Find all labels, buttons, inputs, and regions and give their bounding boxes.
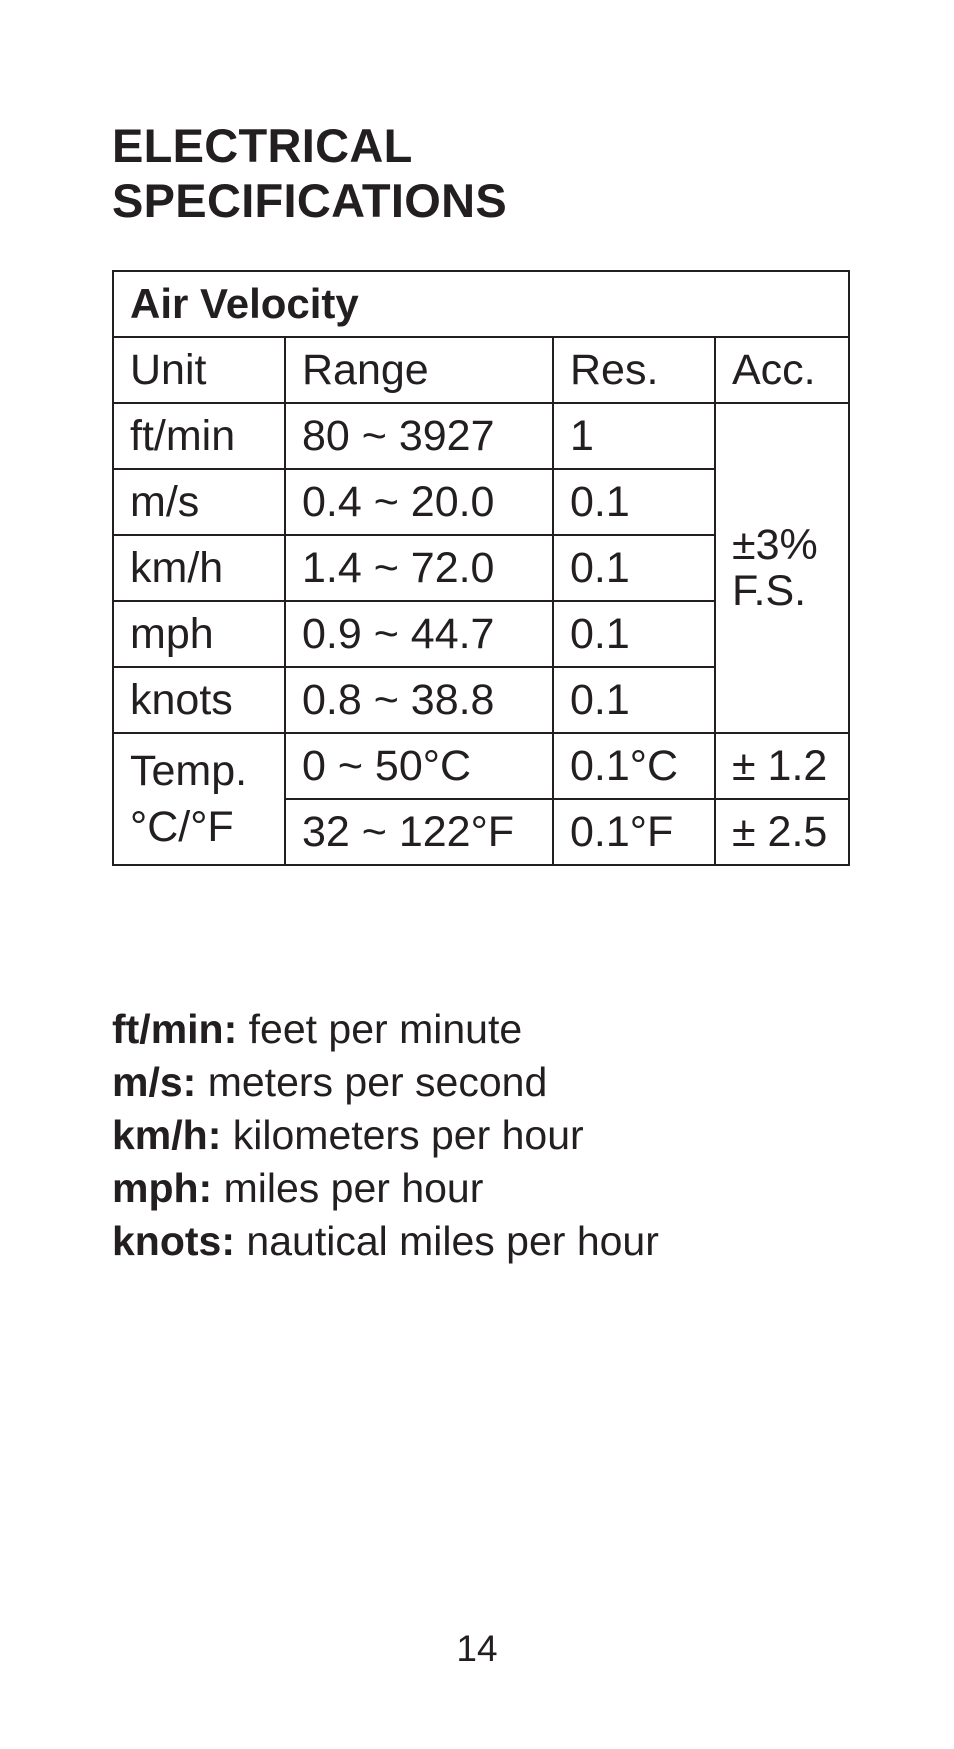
section-header-row	[113, 271, 849, 337]
column-header-row	[113, 337, 849, 403]
legend-item	[112, 1215, 659, 1268]
page-title	[112, 118, 507, 228]
range-cell: 0.9 ~ 44.7	[285, 601, 553, 667]
title-line: SPECIFICATIONS	[112, 174, 508, 227]
unit-cell: mph	[113, 601, 285, 667]
range-cell: 80 ~ 3927	[285, 403, 553, 469]
legend-term: mph:	[112, 1165, 213, 1211]
title-line: ELECTRICAL	[112, 119, 413, 172]
table-row	[113, 403, 849, 469]
legend-item	[112, 1056, 659, 1109]
unit-cell: knots	[113, 667, 285, 733]
range-cell: 1.4 ~ 72.0	[285, 535, 553, 601]
range-cell: 0.4 ~ 20.0	[285, 469, 553, 535]
resolution-cell: 0.1	[553, 535, 715, 601]
resolution-cell: 0.1	[553, 469, 715, 535]
legend-term: km/h:	[112, 1112, 222, 1158]
unit-cell: km/h	[113, 535, 285, 601]
resolution-cell: 0.1°F	[553, 799, 715, 865]
legend-description: miles per hour	[223, 1165, 484, 1211]
resolution-cell: 1	[553, 403, 715, 469]
legend-item	[112, 1109, 659, 1162]
legend-description: meters per second	[207, 1059, 548, 1105]
legend-term: ft/min:	[112, 1006, 238, 1052]
resolution-cell: 0.1°C	[553, 733, 715, 799]
legend-description: feet per minute	[248, 1006, 523, 1052]
column-header: Res.	[553, 337, 715, 403]
table-row	[113, 733, 849, 799]
legend-term: knots:	[112, 1218, 235, 1264]
resolution-cell: 0.1	[553, 667, 715, 733]
temperature-unit-cell	[113, 733, 285, 865]
legend-term: m/s:	[112, 1059, 197, 1105]
accuracy-cell	[715, 403, 849, 733]
specifications-table	[112, 270, 850, 866]
range-cell: 0.8 ~ 38.8	[285, 667, 553, 733]
unit-cell: ft/min	[113, 403, 285, 469]
unit-cell: m/s	[113, 469, 285, 535]
accuracy-cell: ± 1.2	[715, 733, 849, 799]
legend-description: nautical miles per hour	[246, 1218, 659, 1264]
temperature-units: °C/°F	[130, 803, 234, 851]
column-header: Acc.	[715, 337, 849, 403]
page-number: 14	[456, 1628, 498, 1669]
column-header: Range	[285, 337, 553, 403]
column-header: Unit	[113, 337, 285, 403]
range-cell: 0 ~ 50°C	[285, 733, 553, 799]
unit-legend	[112, 1003, 659, 1268]
accuracy-cell: ± 2.5	[715, 799, 849, 865]
section-title: Air Velocity	[113, 271, 849, 337]
accuracy-scale: F.S.	[732, 567, 807, 615]
legend-description: kilometers per hour	[232, 1112, 584, 1158]
range-cell: 32 ~ 122°F	[285, 799, 553, 865]
temperature-label: Temp.	[130, 747, 248, 795]
resolution-cell: 0.1	[553, 601, 715, 667]
accuracy-value: ±3%	[732, 521, 818, 569]
legend-item	[112, 1003, 659, 1056]
legend-item	[112, 1162, 659, 1215]
